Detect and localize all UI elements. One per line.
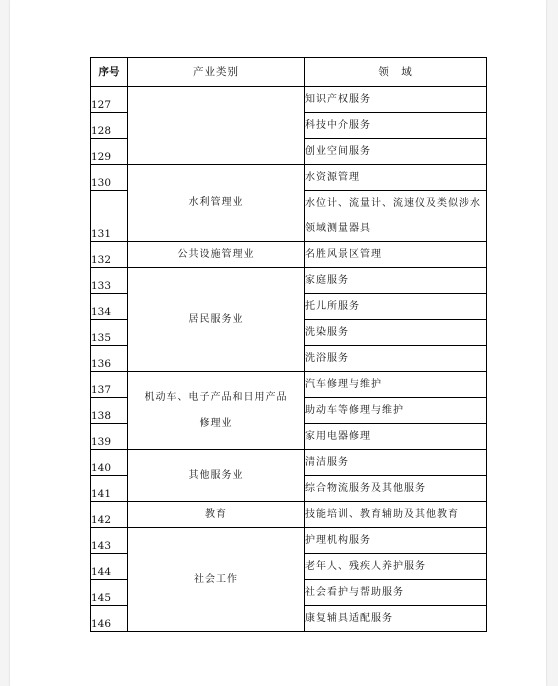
row-number: 138: [91, 398, 128, 424]
domain-cell: 汽车修理与维护: [305, 372, 487, 398]
row-number: 144: [91, 554, 128, 580]
category-cell: 社会工作: [128, 528, 305, 632]
header-domain: 领 域: [305, 58, 487, 87]
domain-cell: 科技中介服务: [305, 113, 487, 139]
table-row: [91, 372, 487, 398]
row-number: 128: [91, 113, 128, 139]
row-number: 139: [91, 424, 128, 450]
row-number: 129: [91, 139, 128, 165]
domain-cell: 洗染服务: [305, 320, 487, 346]
domain-cell: 社会看护与帮助服务: [305, 580, 487, 606]
category-cell: [128, 268, 305, 372]
table-row: [91, 268, 487, 294]
row-number: 134: [91, 294, 128, 320]
row-number: 141: [91, 476, 128, 502]
category-cell: 其他服务业: [128, 450, 305, 502]
row-number: 136: [91, 346, 128, 372]
category-cell: 机动车、电子产品和日用产品修理业: [128, 372, 305, 450]
category-cell: 公共设施管理业: [128, 242, 305, 268]
row-number: 142: [91, 502, 128, 528]
row-number: 135: [91, 320, 128, 346]
category-label: 水利管理业: [188, 197, 244, 208]
table-header-row: [91, 58, 487, 87]
row-number: 140: [91, 450, 128, 476]
domain-cell: 老年人、残疾人养护服务: [305, 554, 487, 580]
table-row: [91, 450, 487, 476]
domain-cell: 家用电器修理: [305, 424, 487, 450]
domain-cell: 水位计、流量计、流速仪及类似涉水领域测量器具: [305, 191, 487, 242]
table-row: [91, 528, 487, 554]
document-page: [10, 0, 546, 686]
row-number: 131: [91, 191, 128, 242]
domain-cell: 洗浴服务: [305, 346, 487, 372]
row-number: 127: [91, 87, 128, 113]
category-cell: [128, 165, 305, 242]
table-row: [91, 242, 487, 268]
header-serial-number: 序号: [91, 58, 128, 87]
table-row: [91, 87, 487, 113]
row-number: 145: [91, 580, 128, 606]
row-number: 143: [91, 528, 128, 554]
row-number: 130: [91, 165, 128, 191]
table-row: [91, 502, 487, 528]
domain-cell: 护理机构服务: [305, 528, 487, 554]
row-number: 133: [91, 268, 128, 294]
domain-cell: 家庭服务: [305, 268, 487, 294]
domain-cell: 助动车等修理与维护: [305, 398, 487, 424]
category-cell-blank: [128, 87, 305, 165]
row-number: 146: [91, 606, 128, 632]
domain-cell: 综合物流服务及其他服务: [305, 476, 487, 502]
domain-cell: 康复辅具适配服务: [305, 606, 487, 632]
row-number: 132: [91, 242, 128, 268]
category-label: 居民服务业: [188, 313, 244, 325]
domain-cell: 清洁服务: [305, 450, 487, 476]
table-row: [91, 165, 487, 191]
category-cell: 教育: [128, 502, 305, 528]
domain-cell: 创业空间服务: [305, 139, 487, 165]
row-number: 137: [91, 372, 128, 398]
domain-cell: 托儿所服务: [305, 294, 487, 320]
domain-cell: 名胜风景区管理: [305, 242, 487, 268]
header-industry-category: 产业类别: [128, 58, 305, 87]
industry-domain-table: [90, 57, 487, 632]
domain-cell: 技能培训、教育辅助及其他教育: [305, 502, 487, 528]
domain-cell: 知识产权服务: [305, 87, 487, 113]
domain-cell: 水资源管理: [305, 165, 487, 191]
